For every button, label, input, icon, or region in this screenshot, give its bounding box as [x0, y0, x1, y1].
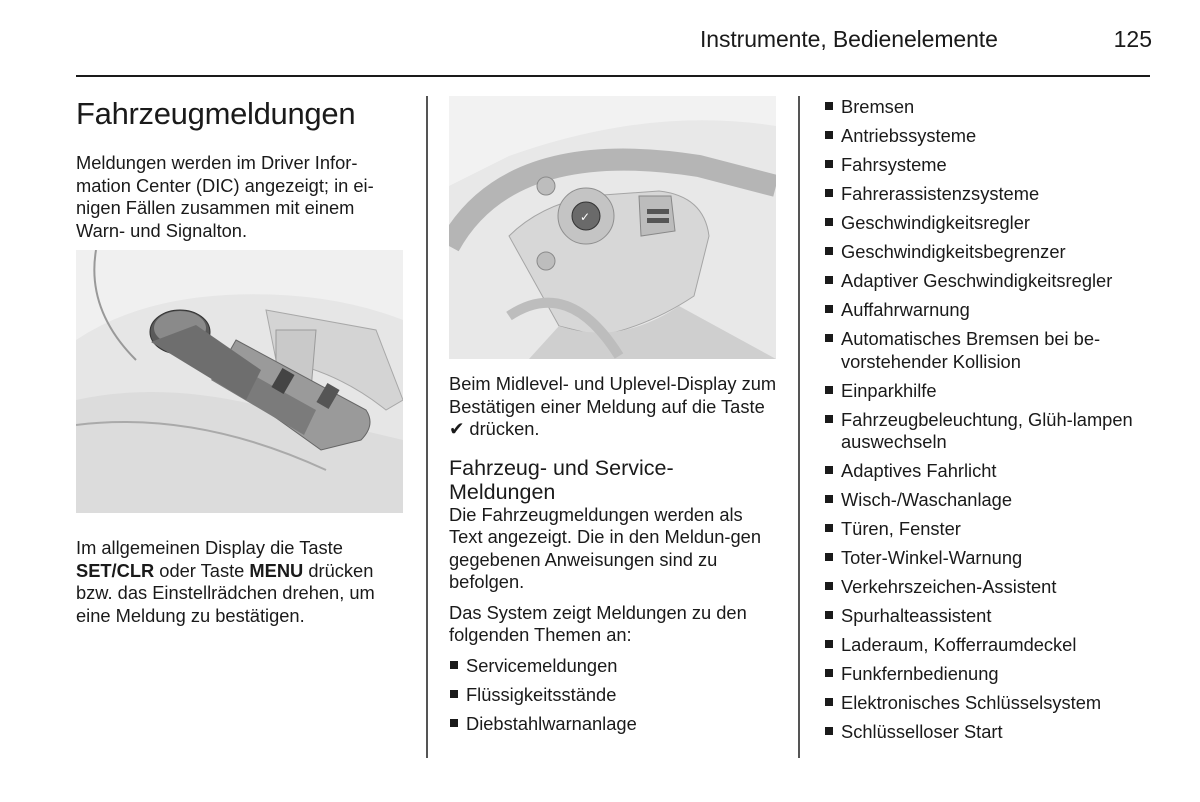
topics-intro-paragraph: Das System zeigt Meldungen zu den folgenden Themen an:: [449, 601, 747, 645]
list-item: Geschwindigkeitsbegrenzer: [824, 241, 1154, 264]
list-item: Diebstahlwarnanlage: [449, 713, 779, 736]
subsection-title: Fahrzeug- und Service-Meldungen: [449, 455, 674, 504]
menu-instruction-paragraph: [76, 537, 406, 627]
list-item: Bremsen: [824, 96, 1154, 119]
list-item: Einparkhilfe: [824, 380, 1154, 403]
topic-list: [824, 96, 1154, 744]
list-item: Adaptiver Geschwindigkeitsregler: [824, 270, 1154, 293]
list-item: Laderaum, Kofferraumdeckel: [824, 634, 1154, 657]
list-item: Antriebssysteme: [824, 125, 1154, 148]
confirm-paragraph: Beim Midlevel- und Uplevel-Display zum Bestätigen einer Meldung auf die Taste ✔ drücken.: [449, 373, 777, 439]
column-divider: [798, 96, 800, 758]
column-middle: [449, 96, 779, 742]
list-item: Fahrzeugbeleuchtung, Glüh-lampen auswechseln: [824, 409, 1154, 454]
list-item: Servicemeldungen: [449, 655, 779, 678]
list-item: Wisch-/Waschanlage: [824, 489, 1154, 512]
button-label-menu: MENU: [249, 559, 304, 581]
list-item: Adaptives Fahrlicht: [824, 460, 1154, 483]
topic-list: [449, 655, 779, 736]
text-run: drücken bzw. das Einstellrädchen drehen, um eine Meldung zu bestätigen.: [76, 559, 375, 626]
column-divider: [426, 96, 428, 758]
button-label-setclr: SET/CLR: [76, 559, 155, 581]
list-item: Fahrsysteme: [824, 154, 1154, 177]
list-item: Spurhalteassistent: [824, 605, 1154, 628]
page-number: 125: [1113, 26, 1152, 52]
list-item: Funkfernbedienung: [824, 663, 1154, 686]
text-run: oder Taste: [154, 559, 250, 581]
list-item: Verkehrszeichen-Assistent: [824, 576, 1154, 599]
turn-signal-lever-illustration: [76, 250, 403, 513]
text-run: Im allgemeinen Display die Taste: [76, 537, 343, 558]
list-item: Fahrerassistenzsysteme: [824, 183, 1154, 206]
list-item: Toter-Winkel-Warnung: [824, 547, 1154, 570]
column-right: [824, 96, 1154, 750]
section-title: Fahrzeugmeldungen: [76, 96, 356, 131]
list-item: Auffahrwarnung: [824, 299, 1154, 322]
header-rule: [76, 75, 1150, 77]
list-item: Elektronisches Schlüsselsystem: [824, 692, 1154, 715]
list-item: Automatisches Bremsen bei be-vorstehender Kollision: [824, 328, 1154, 373]
column-left: [76, 96, 406, 635]
svg-text:✓: ✓: [580, 210, 591, 224]
intro-paragraph: Meldungen werden im Driver Infor-mation Center (DIC) angezeigt; in ei-nigen Fällen zusammen mit einem Warn- und Signalton.: [76, 152, 374, 241]
list-item: Türen, Fenster: [824, 518, 1154, 541]
list-item: Geschwindigkeitsregler: [824, 212, 1154, 235]
running-header: Instrumente, Bedienelemente: [700, 26, 998, 52]
list-item: Flüssigkeitsstände: [449, 684, 779, 707]
list-item: Schlüsselloser Start: [824, 721, 1154, 744]
steering-wheel-controls-illustration: [449, 96, 776, 359]
messages-paragraph: Die Fahrzeugmeldungen werden als Text angezeigt. Die in den Meldun-gen gegebenen Anweisungen sind zu befolgen.: [449, 503, 761, 592]
